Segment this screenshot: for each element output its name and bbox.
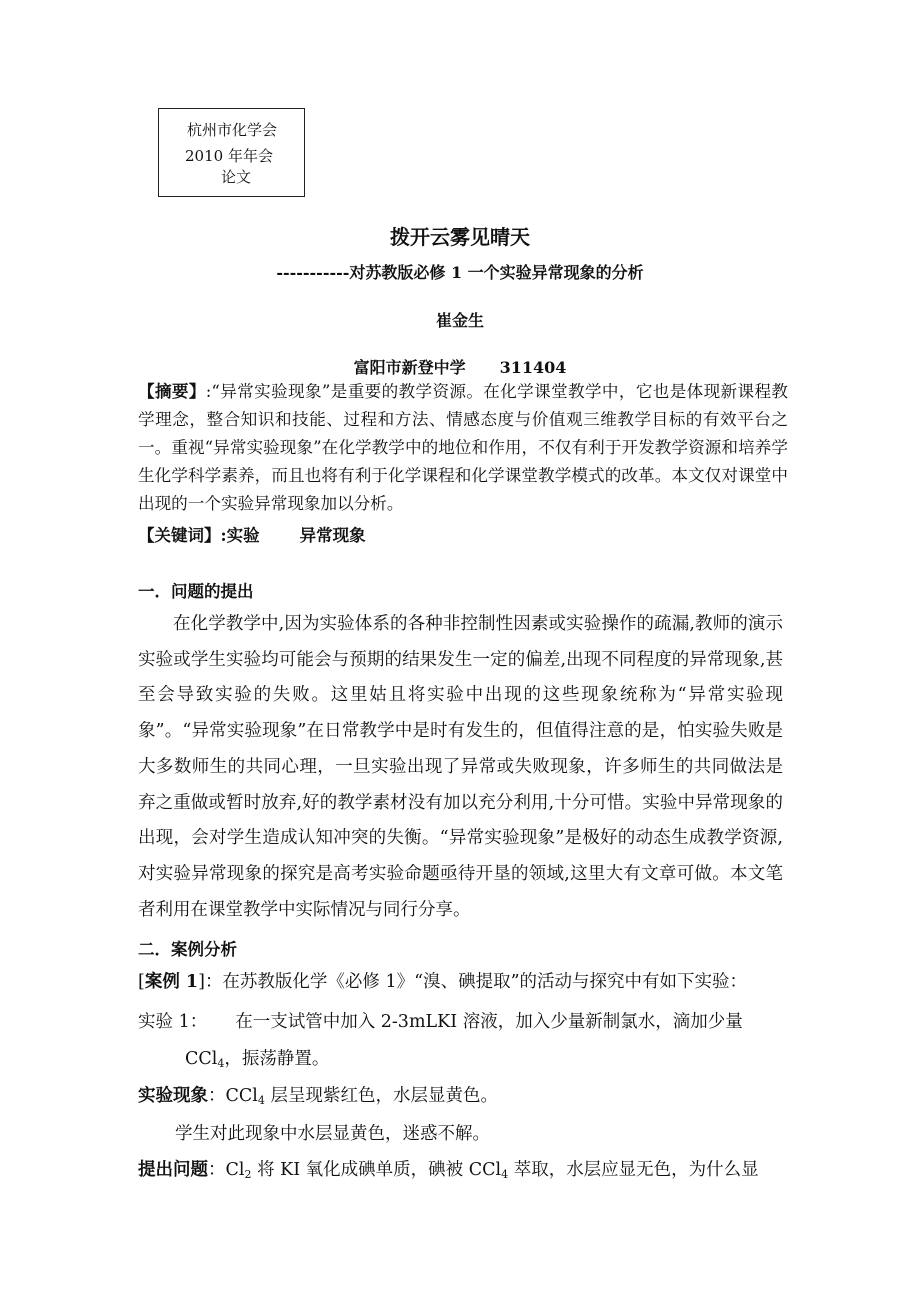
stamp-line-1: 杭州市化学会 bbox=[187, 121, 278, 139]
phenomenon-label: 实验现象 bbox=[138, 1086, 208, 1106]
exp-ccl: CCl bbox=[185, 1049, 218, 1069]
abstract-label: 【摘要】 bbox=[138, 381, 206, 401]
conference-stamp-box bbox=[158, 108, 305, 197]
phen-ccl-sub: 4 bbox=[257, 1094, 265, 1107]
case-1-line bbox=[138, 965, 747, 1001]
case-bracket-close: ] bbox=[198, 972, 205, 992]
abstract bbox=[138, 377, 788, 518]
question-label: 提出问题 bbox=[138, 1160, 208, 1180]
exp-ccl-sub: 4 bbox=[217, 1057, 225, 1070]
stamp-line-3: 论文 bbox=[221, 168, 252, 186]
question-line bbox=[138, 1153, 759, 1189]
experiment-1-label: 实验 1： bbox=[138, 1012, 208, 1032]
exp-cont-text: ，振荡静置。 bbox=[224, 1049, 330, 1069]
keywords-line bbox=[138, 522, 366, 546]
section-1-heading: 一．问题的提出 bbox=[138, 582, 254, 601]
phenomenon-line bbox=[138, 1079, 498, 1115]
experiment-1-line bbox=[138, 1005, 743, 1041]
article-title: 拨开云雾见晴天 bbox=[390, 225, 530, 249]
experiment-1-text: 在一支试管中加入 2-3mLKI 溶液，加入少量新制氯水，滴加少量 bbox=[235, 1012, 743, 1032]
case-1-text: ：在苏教版化学《必修 1》“溴、碘提取”的活动与探究中有如下实验： bbox=[204, 972, 748, 992]
school-name: 富阳市新登中学 bbox=[353, 358, 466, 377]
section-1-paragraph: 在化学教学中,因为实验体系的各种非控制性因素或实验操作的疏漏,教师的演示实验或学生实验均可能会与预期的结果发生一定的偏差,出现不同程度的异常现象,甚至会导致实验的失败。这里姑且将实验中出现的这些现象统称为“异常实验现象”。“异常实验现象”在日常教学中是时有发生的，但值得注意的是，怕实验失败是大多数师生的共同心理，一旦实验出现了异常或失败现象，许多师生的共同做法是弃之重做或暂时放弃,好的教学素材没有加以充分利用,十分可惜。实验中异常现象的出现，会对学生造成认知冲突的失衡。“异常实验现象”是极好的动态生成教学资源,对实验异常现象的探究是高考实验命题亟待开垦的领域,这里大有文章可做。本文笔者利用在课堂教学中实际情况与同行分享。 bbox=[138, 614, 783, 920]
stamp-line-2: 2010 年年会 bbox=[185, 147, 273, 165]
q-mid: 将 KI 氧化成碘单质，碘被 CCl bbox=[251, 1160, 502, 1180]
case-1-label: 案例 1 bbox=[144, 972, 199, 992]
keywords-label: 【关键词】: bbox=[138, 526, 227, 545]
keyword-1: 实验 bbox=[226, 526, 260, 545]
school-postcode: 311404 bbox=[499, 358, 567, 377]
school-line bbox=[0, 355, 920, 378]
experiment-1-continuation bbox=[185, 1042, 329, 1078]
q-ccl-sub: 4 bbox=[501, 1168, 509, 1181]
phen-ccl: ：CCl bbox=[208, 1086, 258, 1106]
q-end: 萃取，水层应显无色，为什么显 bbox=[508, 1160, 759, 1180]
q-cl: ：Cl bbox=[208, 1160, 245, 1180]
section-2-heading: 二．案例分析 bbox=[138, 940, 237, 959]
article-subtitle: -----------对苏教版必修 1 一个实验异常现象的分析 bbox=[276, 263, 644, 282]
keyword-2: 异常现象 bbox=[299, 526, 366, 545]
phen-text: 层呈现紫红色，水层显黄色。 bbox=[264, 1086, 498, 1106]
case-bracket-open: [ bbox=[138, 972, 145, 992]
abstract-text: :“异常实验现象”是重要的教学资源。在化学课堂教学中，它也是体现新课程教学理念，整合知识和技能、过程和方法、情感态度与价值观三维教学目标的有效平台之一。重视“异常实验现象”在化学教学中的地位和作用，不仅有利于开发教学资源和培养学生化学科学素养，而且也将有利于化学课程和化学课堂教学模式的改革。本文仅对课堂中出现的一个实验异常现象加以分析。 bbox=[138, 382, 788, 513]
student-confusion-line: 学生对此现象中水层显黄色，迷惑不解。 bbox=[175, 1124, 490, 1144]
author-name: 崔金生 bbox=[435, 311, 484, 330]
q-cl-sub: 2 bbox=[244, 1168, 252, 1181]
